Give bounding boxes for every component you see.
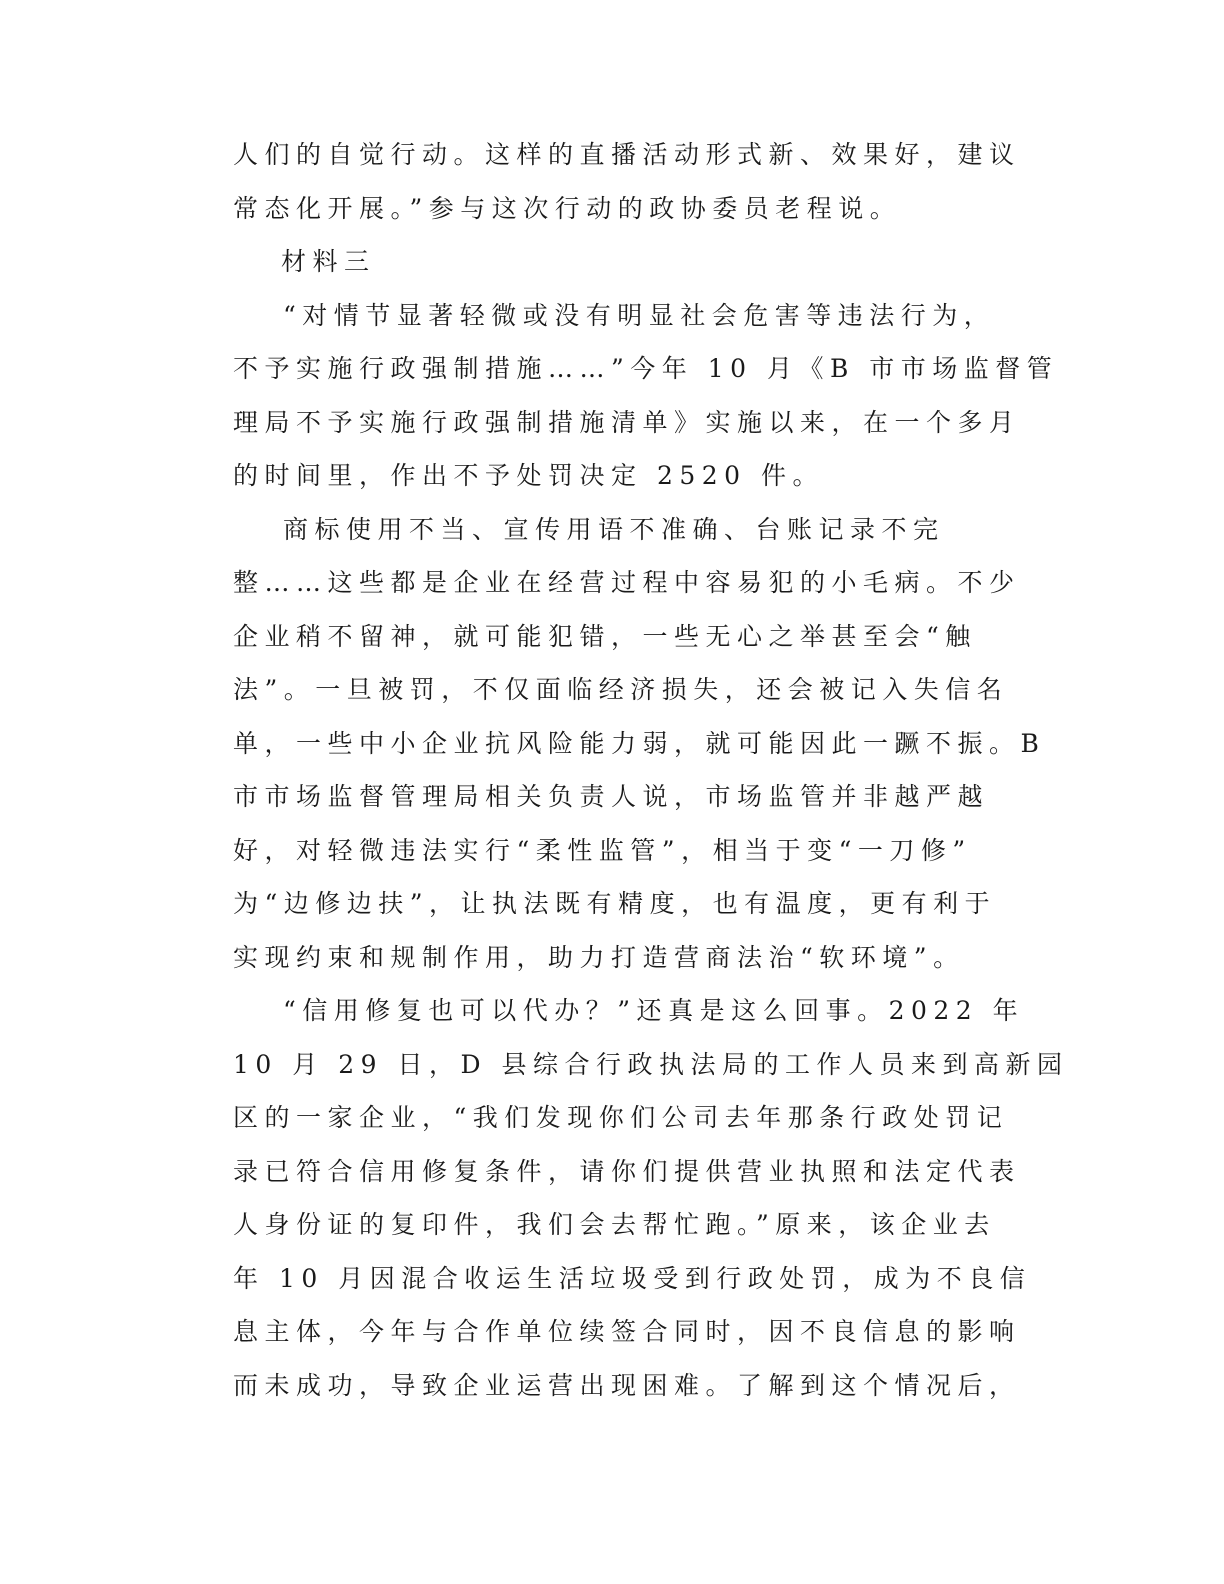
text-line: 10 月 29 日，D 县综合行政执法局的工作人员来到高新园	[233, 1049, 1069, 1079]
text-line: 为“边修边扶”，让执法既有精度，也有温度，更有利于	[233, 889, 997, 918]
text-line: 整……这些都是企业在经营过程中容易犯的小毛病。不少	[233, 568, 1021, 597]
text-line: 实现约束和规制作用，助力打造营商法治“软环境”。	[233, 942, 965, 972]
paragraph-start-line: “对情节显著轻微或没有明显社会危害等违法行为，	[283, 300, 996, 330]
text-line: 理局不予实施行政强制措施清单》实施以来，在一个多月	[233, 407, 1021, 437]
text-line: 区的一家企业，“我们发现你们公司去年那条行政处罚记	[233, 1103, 1009, 1132]
section-heading: 材料三	[281, 247, 376, 276]
text-line: 法”。一旦被罚，不仅面临经济损失，还会被记入失信名	[233, 675, 1009, 704]
paragraph-start-line: “信用修复也可以代办？”还真是这么回事。2022 年	[283, 996, 1025, 1025]
text-line: 企业稍不留神，就可能犯错，一些无心之举甚至会“触	[233, 621, 977, 651]
text-line: 好，对轻微违法实行“柔性监管”，相当于变“一刀修”	[233, 835, 972, 865]
paragraph-start-line: 商标使用不当、宣传用语不准确、台账记录不完	[283, 514, 945, 544]
text-line: 市市场监督管理局相关负责人说，市场监管并非越严越	[233, 782, 990, 811]
text-line: 录已符合信用修复条件，请你们提供营业执照和法定代表	[233, 1156, 1021, 1186]
text-line: 年 10 月因混合收运生活垃圾受到行政处罚，成为不良信	[233, 1263, 1032, 1293]
text-line: 人们的自觉行动。这样的直播活动形式新、效果好，建议	[233, 140, 1021, 169]
text-line: 息主体，今年与合作单位续签合同时，因不良信息的影响	[233, 1317, 1021, 1346]
text-line: 常态化开展。”参与这次行动的政协委员老程说。	[233, 193, 902, 223]
text-line: 而未成功，导致企业运营出现困难。了解到这个情况后，	[233, 1370, 1021, 1400]
document-page	[233, 128, 1069, 1412]
text-line: 不予实施行政强制措施……”今年 10 月《B 市市场监督管	[233, 354, 1059, 383]
text-line: 人身份证的复印件，我们会去帮忙跑。”原来，该企业去	[233, 1210, 996, 1239]
text-line: 单，一些中小企业抗风险能力弱，就可能因此一蹶不振。B	[233, 728, 1046, 758]
text-line: 的时间里，作出不予处罚决定 2520 件。	[233, 461, 825, 490]
